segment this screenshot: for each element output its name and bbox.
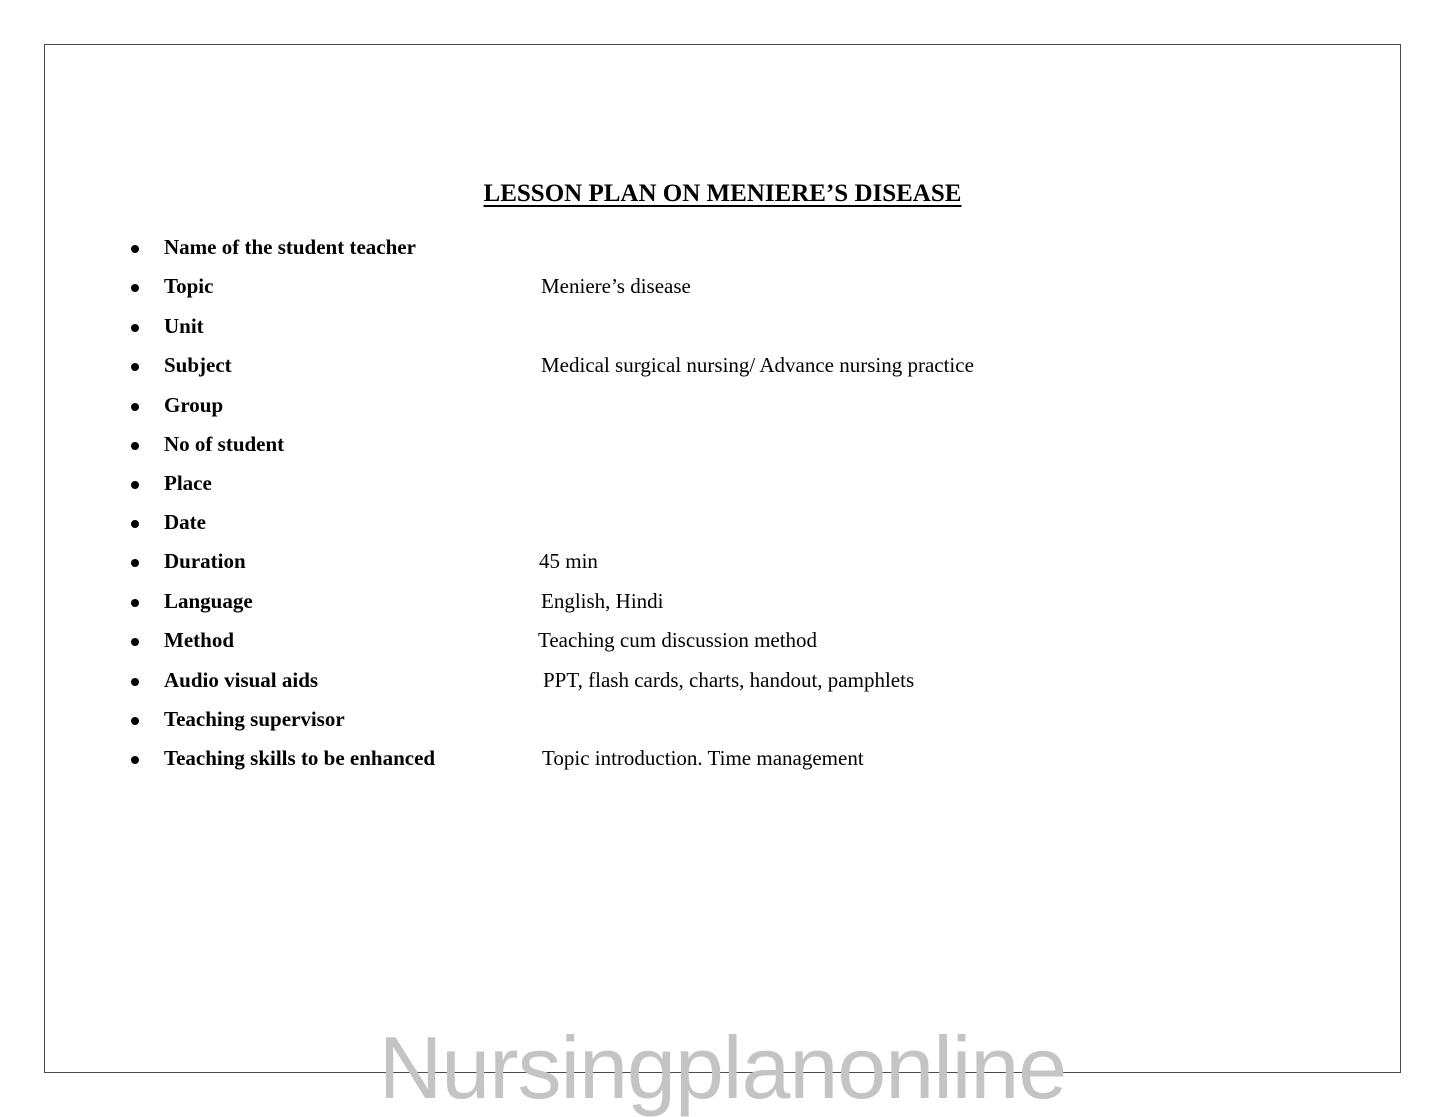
list-item-method xyxy=(0,628,1445,658)
item-label: Place xyxy=(164,471,212,495)
item-label: Unit xyxy=(164,314,204,338)
list-item-unit xyxy=(0,314,1445,344)
list-item-group xyxy=(0,393,1445,423)
bullet-icon xyxy=(131,717,139,725)
item-label: Subject xyxy=(164,353,232,377)
item-label: Date xyxy=(164,510,206,534)
item-label: Name of the student teacher xyxy=(164,235,416,259)
list-item-date xyxy=(0,510,1445,540)
list-item-student-teacher xyxy=(0,235,1445,265)
bullet-icon xyxy=(131,520,139,528)
item-label: Duration xyxy=(164,549,246,573)
item-label: Audio visual aids xyxy=(164,668,319,692)
bullet-icon xyxy=(131,481,139,489)
bullet-icon xyxy=(131,245,139,253)
item-value: Topic introduction. Time management xyxy=(542,746,864,770)
list-item-teaching-skills xyxy=(0,746,1445,776)
item-label: Teaching supervisor xyxy=(164,707,345,731)
item-label: Teaching skills to be enhanced xyxy=(164,746,436,770)
list-item-topic xyxy=(0,274,1445,304)
list-item-subject xyxy=(0,353,1445,383)
bullet-icon xyxy=(131,599,139,607)
list-item-audio-visual-aids xyxy=(0,668,1445,698)
bullet-icon xyxy=(131,678,139,686)
item-label: Language xyxy=(164,589,253,613)
list-item-duration xyxy=(0,549,1445,579)
bullet-icon xyxy=(131,324,139,332)
item-value: Medical surgical nursing/ Advance nursing practice xyxy=(541,353,974,377)
bullet-icon xyxy=(131,756,139,764)
item-value: English, Hindi xyxy=(541,589,664,613)
list-item-language xyxy=(0,589,1445,619)
list-item-teaching-supervisor xyxy=(0,707,1445,737)
watermark: Nursingplanonline xyxy=(378,1018,1067,1117)
document-title: LESSON PLAN ON MENIERE’S DISEASE xyxy=(483,180,962,207)
bullet-icon xyxy=(131,442,139,450)
item-value: 45 min xyxy=(539,549,598,573)
bullet-icon xyxy=(131,363,139,371)
item-label: Method xyxy=(164,628,234,652)
item-label: No of student xyxy=(164,432,285,456)
bullet-icon xyxy=(131,638,139,646)
item-label: Group xyxy=(164,393,224,417)
list-item-place xyxy=(0,471,1445,501)
bullet-icon xyxy=(131,403,139,411)
item-value: Teaching cum discussion method xyxy=(538,628,818,652)
item-label: Topic xyxy=(164,274,214,298)
list-item-no-of-student xyxy=(0,432,1445,462)
item-value: Meniere’s disease xyxy=(541,274,691,298)
bullet-icon xyxy=(131,284,139,292)
item-value: PPT, flash cards, charts, handout, pamphlets xyxy=(543,668,915,692)
bullet-icon xyxy=(131,559,139,567)
